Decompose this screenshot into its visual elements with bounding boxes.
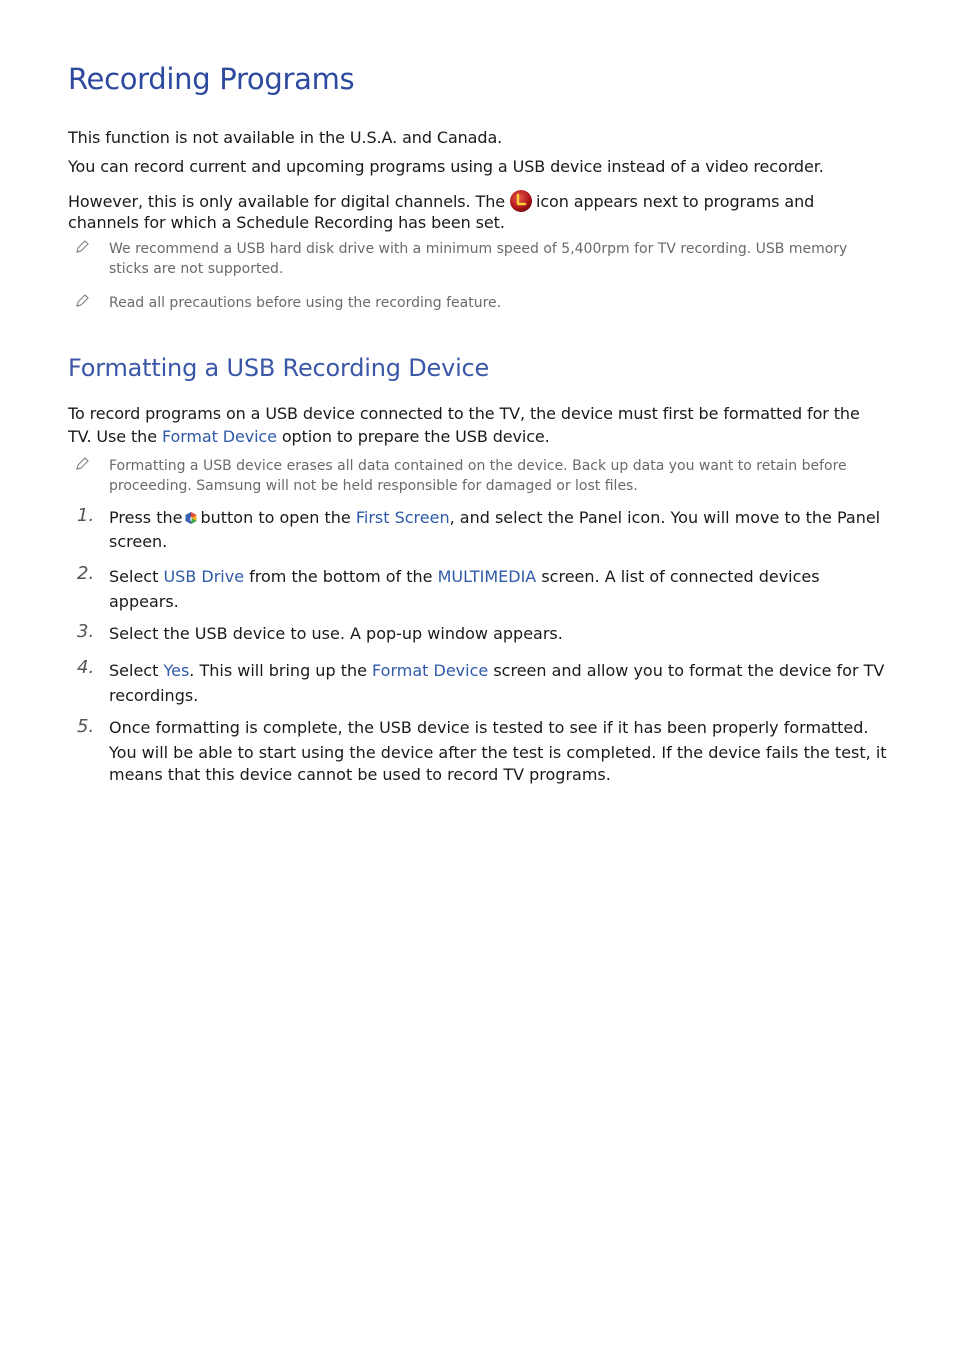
- step-text-a: Press the: [109, 508, 183, 527]
- page-title: Recording Programs: [68, 62, 355, 96]
- section-paragraph-format: [68, 402, 888, 448]
- step-text-c: , and select the Panel icon. You will move to the Panel screen.: [109, 508, 881, 551]
- note-usb-speed-text: We recommend a USB hard disk drive with a minimum speed of 5,400rpm for TV recording. USB memory sticks are not supported.: [109, 241, 848, 277]
- pencil-icon: [74, 293, 90, 309]
- step-text: [109, 564, 889, 614]
- section-format-text-a: To record programs on a USB device connected to the TV, the device must first be formatted for the TV. Use the: [68, 404, 860, 446]
- step-number: 5.: [77, 716, 95, 737]
- intro-digital-text-a: However, this is only available for digital channels. The: [68, 192, 505, 211]
- note-format-warning: [68, 456, 888, 496]
- step-text-b: . This will bring up the: [189, 661, 367, 680]
- step-text: [109, 658, 889, 708]
- note-usb-speed: [68, 239, 888, 279]
- step-number: 1.: [77, 505, 95, 526]
- section-title: Formatting a USB Recording Device: [68, 354, 490, 382]
- step-text-a: Once formatting is complete, the USB device is tested to see if it has been properly formatted.: [109, 718, 869, 737]
- schedule-recording-icon: [509, 189, 533, 213]
- first-screen-link: First Screen: [355, 508, 450, 527]
- pencil-icon: [74, 456, 90, 472]
- section-format-text-b: option to prepare the USB device.: [281, 427, 550, 446]
- step-text-a: Select: [109, 567, 159, 586]
- multimedia-link: MULTIMEDIA: [437, 567, 537, 586]
- note-precautions-text: Read all precautions before using the recording feature.: [109, 295, 502, 311]
- step-number: 4.: [77, 657, 95, 678]
- pencil-icon: [74, 239, 90, 255]
- step-text-a: Select: [109, 661, 159, 680]
- step-text-c: screen. A list of connected devices appears.: [109, 567, 820, 611]
- step-text: [109, 717, 889, 786]
- intro-paragraph-digital: [68, 189, 888, 232]
- step-text-a: Select the USB device to use. A pop-up window appears.: [109, 624, 563, 643]
- format-device-link: Format Device: [372, 661, 489, 680]
- format-device-link: Format Device: [161, 427, 277, 446]
- intro-digital-text-b: icon appears next to programs and channels for which a Schedule Recording has been set.: [68, 192, 815, 232]
- step-number: 3.: [77, 621, 95, 642]
- step-text: [109, 506, 889, 554]
- smart-hub-icon: [184, 508, 198, 522]
- usb-drive-link: USB Drive: [163, 567, 245, 586]
- note-format-warning-text: Formatting a USB device erases all data contained on the device. Back up data you want to retain before proceeding. Samsung will not be held responsible for damaged or lost files.: [109, 458, 847, 494]
- step-text-b: button to open the: [200, 508, 351, 527]
- note-precautions: [68, 293, 888, 313]
- step-text-b: from the bottom of the: [249, 567, 433, 586]
- intro-paragraph-usb: You can record current and upcoming programs using a USB device instead of a video recorder.: [68, 157, 824, 176]
- step-text: [109, 622, 889, 646]
- intro-paragraph-availability: This function is not available in the U.S.A. and Canada.: [68, 128, 503, 147]
- step-text-b: You will be able to start using the device after the test is completed. If the device fails the test, it means that this device cannot be used to record TV programs.: [109, 743, 887, 784]
- step-number: 2.: [77, 563, 95, 584]
- step-text-c: screen and allow you to format the device for TV recordings.: [109, 661, 885, 705]
- yes-link: Yes: [163, 661, 190, 680]
